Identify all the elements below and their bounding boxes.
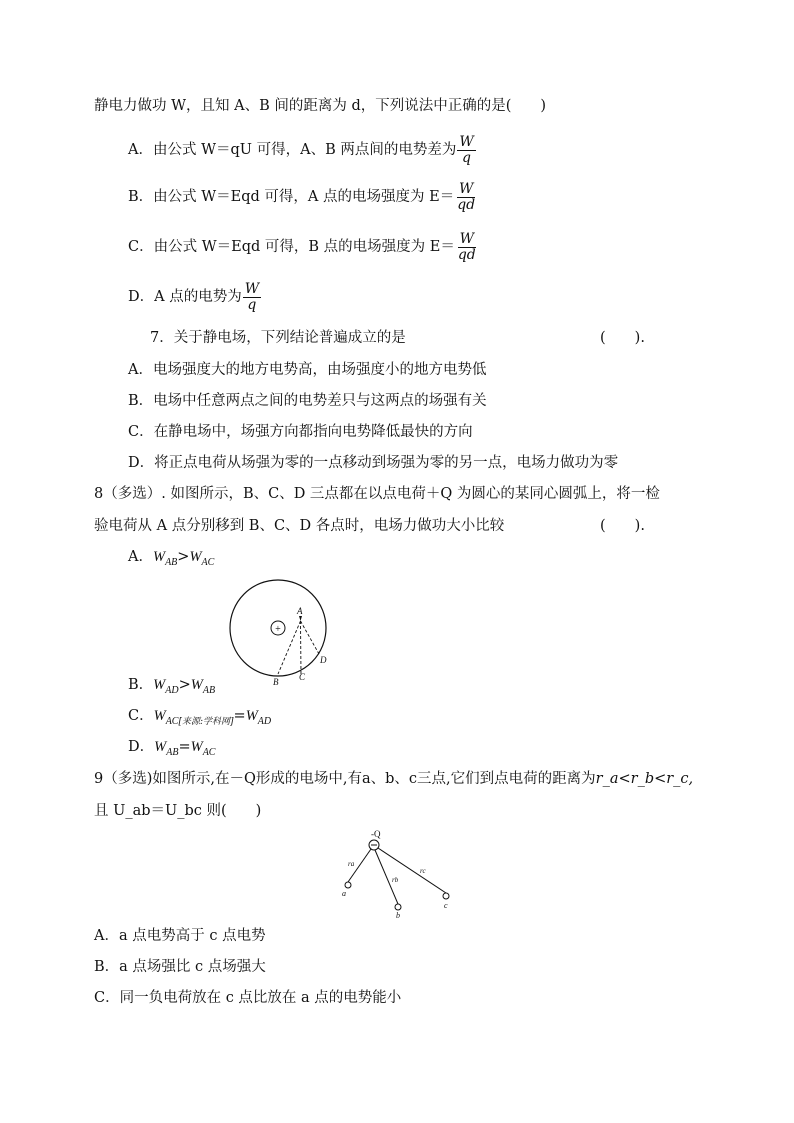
negative-charge-label: -Q [371,829,381,839]
radius-c-label: rc [420,867,426,875]
q8-option-a: A．$W_{AB}>W_{AC}$ [128,549,215,568]
q7-option-d: D．将正点电荷从场强为零的一点移动到场强为零的另一点，电场力做功为零 [128,455,619,471]
label-b: B [273,677,279,687]
label-c: C [299,672,306,682]
q9-stem-line1: 9（多选)如图所示,在－Q形成的电场中,有a、b、c三点,它们到点电荷的距离为r_a<r_b<r_c, [94,771,694,787]
q9-option-c: C．同一负电荷放在 c 点比放在 a 点的电势能小 [94,990,402,1006]
point-a-label: a [342,889,346,898]
q7-stem: 7．关于静电场，下列结论普遍成立的是 [150,330,406,346]
point-c-label: c [444,901,448,910]
q8-option-d: D．$W_{AB}=W_{AC}$ [128,739,216,758]
center-charge-label: + [275,624,281,635]
q8-option-c: C．$W_{AC[来源:学科网]}=W_{AD}$ [128,708,272,727]
radius-a-label: ra [348,860,355,868]
q8-stem-line2: 验电荷从 A 点分别移到 B、C、D 各点时，电场力做功大小比较 [94,518,505,534]
q7-option-c: C．在静电场中，场强方向都指向电势降低最快的方向 [128,424,473,440]
radius-b-label: rb [392,876,399,884]
fraction: $\frac{W}{qd}$ [457,230,476,263]
label-d: D [320,655,327,665]
q7-option-a: A．电场强度大的地方电势高，由场强度小的地方电势低 [128,362,487,378]
q6-option-d: D．A 点的电势为 $\frac{W}{q}$ [128,280,260,313]
concentric-circle-figure [228,578,338,688]
q6-option-a: A．由公式 W＝qU 可得，A、B 两点间的电势差为 $\frac{W}{q}$ [128,133,474,166]
q8-option-b: B．$W_{AD}>W_{AB}$ [128,677,216,696]
label-a: A [297,606,303,616]
q6-option-b: B．由公式 W＝Eqd 可得，A 点的电场强度为 E＝ $\frac{W}{qd}$ [128,180,476,213]
fraction: $\frac{W}{q}$ [244,280,260,313]
q8-answer-bracket: ( ). [600,518,645,534]
q7-option-b: B．电场中任意两点之间的电势差只与这两点的场强有关 [128,393,487,409]
q6-option-c: C．由公式 W＝Eqd 可得，B 点的电场强度为 E＝ $\frac{W}{qd}$ [128,230,476,263]
fraction: $\frac{W}{q}$ [459,133,474,166]
q9-stem-line2: 且 U_ab＝U_bc 则( ) [94,803,262,819]
q6-stem: 静电力做功 W，且知 A、B 间的距离为 d，下列说法中正确的是( ) [94,98,547,114]
q8-stem-line1: 8（多选）. 如图所示，B、C、D 三点都在以点电荷＋Q 为圆心的某同心圆弧上，将一检 [94,486,660,502]
fraction: $\frac{W}{qd}$ [457,180,476,213]
q7-answer-bracket: ( ). [600,330,645,346]
point-b-label: b [396,911,400,920]
q9-option-b: B．a 点场强比 c 点场强大 [94,959,266,975]
point-charge-figure [338,828,458,920]
q9-option-a: A．a 点电势高于 c 点电势 [94,928,266,944]
